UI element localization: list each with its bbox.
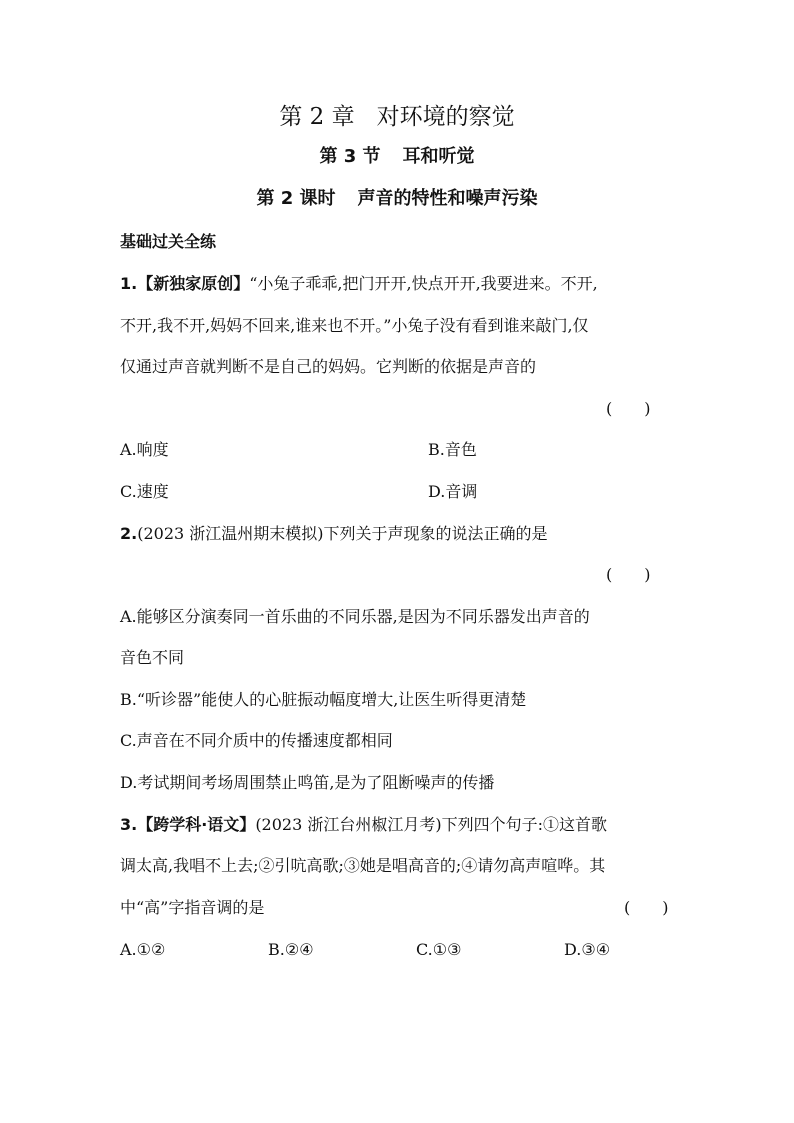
lesson-number: 第 2 课时: [256, 188, 336, 209]
question-1-option-d: D.音调: [428, 482, 478, 501]
section-title: [0, 143, 794, 171]
question-3-text-1: (2023 浙江台州椒江月考)下列四个句子:①这首歌: [255, 815, 607, 834]
question-1-line-3: 仅通过声音就判断不是自己的妈妈。它判断的依据是声音的: [120, 357, 537, 376]
question-1-number: 1.: [120, 274, 138, 293]
question-2-option-a: A.能够区分演奏同一首乐曲的不同乐器,是因为不同乐器发出声音的: [120, 607, 590, 626]
question-2-answer-blank: ( ): [606, 565, 651, 584]
chapter-title: [0, 100, 794, 134]
question-2-option-c: C.声音在不同介质中的传播速度都相同: [120, 731, 393, 750]
question-2-option-b: B.“听诊器”能使人的心脏振动幅度增大,让医生听得更清楚: [120, 690, 527, 709]
lesson-title: [0, 185, 794, 213]
question-3-answer-blank: ( ): [624, 898, 669, 917]
question-1-tag: 【新独家原创】: [137, 274, 250, 293]
section-name: 耳和听觉: [402, 146, 475, 167]
question-1-text-1: “小兔子乖乖,把门开开,快点开开,我要进来。不开,: [249, 274, 598, 293]
question-3-number: 3.: [120, 815, 138, 834]
question-1-option-b: B.音色: [428, 440, 477, 459]
chapter-name: 对环境的察觉: [376, 104, 515, 130]
section-label: 基础过关全练: [120, 232, 217, 251]
question-1-option-a: A.响度: [120, 440, 169, 459]
question-3-line-1: [120, 811, 676, 839]
question-1-line-2: 不开,我不开,妈妈不回来,谁来也不开。”小兔子没有看到谁来敲门,仅: [120, 316, 589, 335]
question-2-line-1: [120, 520, 676, 548]
question-3-option-c: C.①③: [416, 940, 462, 959]
question-2-option-d: D.考试期间考场周围禁止鸣笛,是为了阻断噪声的传播: [120, 773, 495, 792]
question-2-option-a-cont: 音色不同: [120, 648, 185, 667]
question-3-line-3: 中“高”字指音调的是: [120, 898, 265, 917]
question-3-option-a: A.①②: [120, 940, 166, 959]
question-3-line-2: 调太高,我唱不上去;②引吭高歌;③她是唱高音的;④请勿高声喧哗。其: [120, 856, 606, 875]
question-3-option-b: B.②④: [268, 940, 314, 959]
question-3-option-d: D.③④: [564, 940, 611, 959]
question-3-tag: 【跨学科·语文】: [137, 815, 256, 834]
question-2-text-1: (2023 浙江温州期末模拟)下列关于声现象的说法正确的是: [137, 524, 548, 543]
question-1-answer-blank: ( ): [606, 399, 651, 418]
lesson-name: 声音的特性和噪声污染: [357, 188, 538, 209]
section-number: 第 3 节: [319, 146, 381, 167]
question-1-line-1: [120, 270, 676, 298]
question-2-number: 2.: [120, 524, 138, 543]
question-1-option-c: C.速度: [120, 482, 169, 501]
chapter-number: 第 2 章: [279, 104, 355, 130]
